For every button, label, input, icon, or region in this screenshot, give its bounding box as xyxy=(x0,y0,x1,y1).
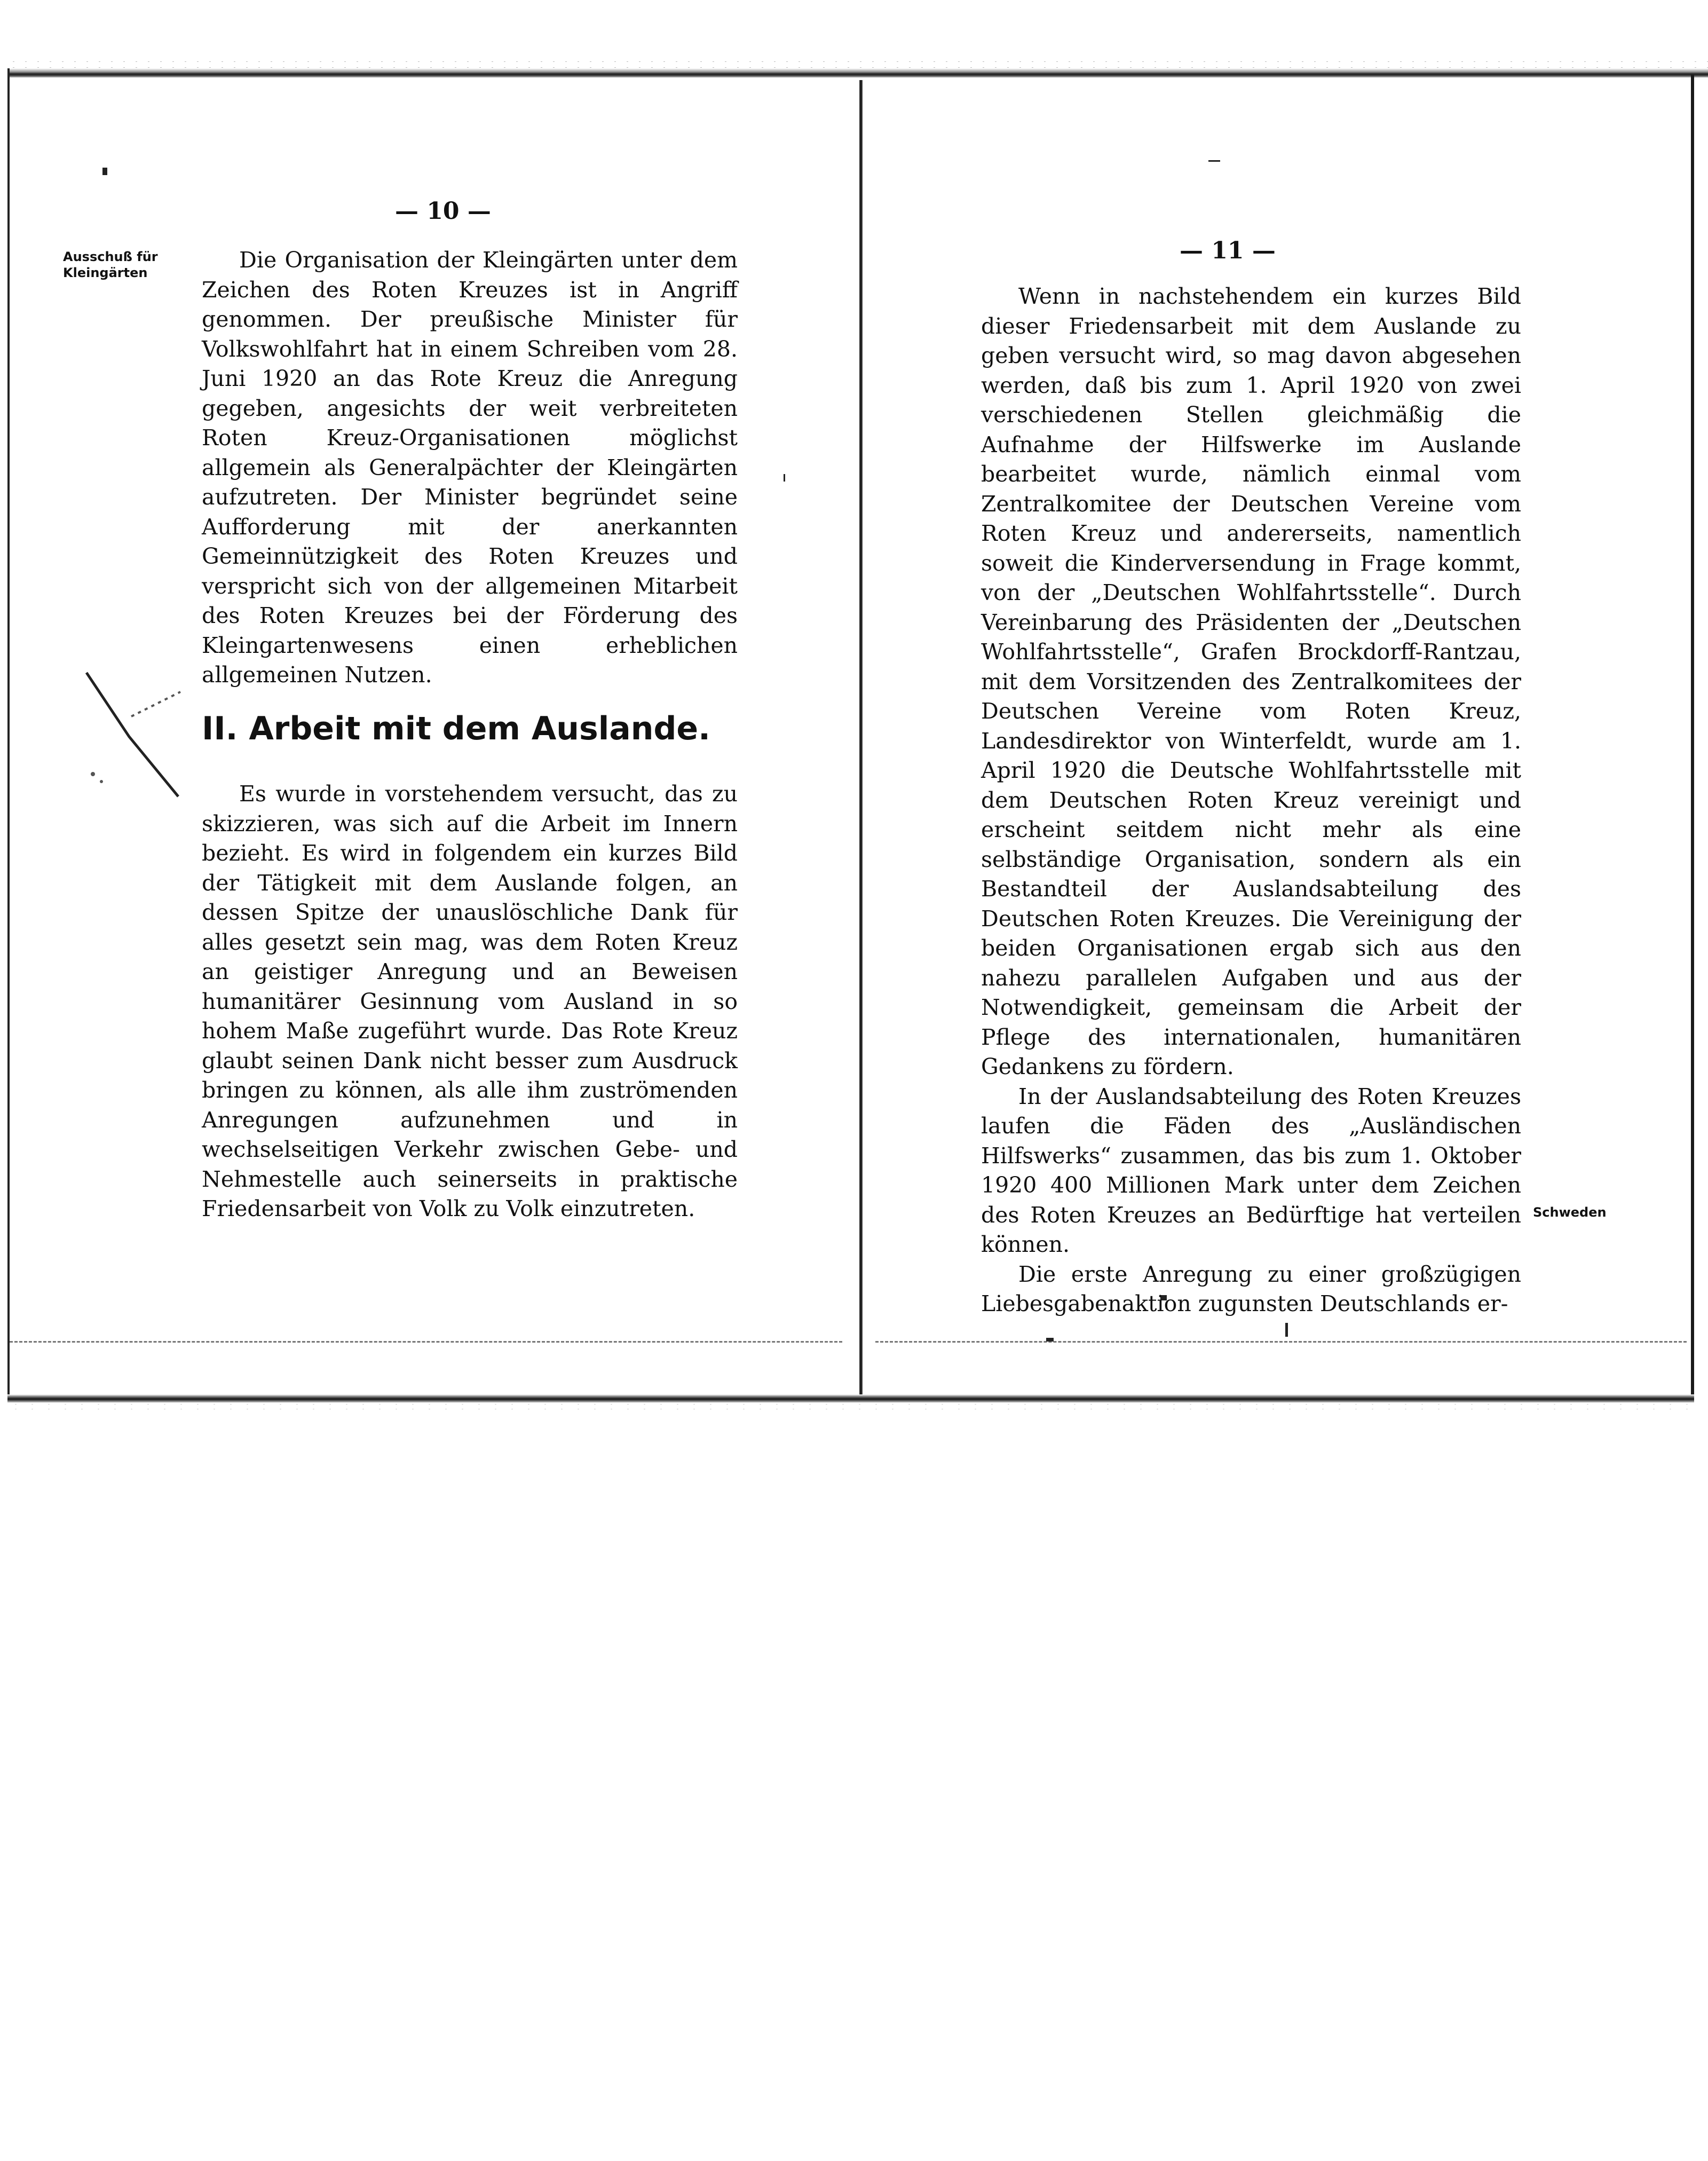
dashed-fold-line-left xyxy=(10,1341,842,1343)
page-gutter xyxy=(859,80,863,1399)
stray-dot-mark xyxy=(784,474,785,482)
hand-drawn-stroke-mark xyxy=(80,657,187,817)
left-page-body-2 xyxy=(202,779,738,1224)
stray-dot-mark xyxy=(1285,1323,1288,1337)
marginal-note-right: Schweden xyxy=(1533,1205,1607,1220)
scan-left-border xyxy=(7,68,10,1403)
marginal-note-left xyxy=(63,249,158,281)
left-page-body xyxy=(202,246,738,690)
right-page-body xyxy=(981,282,1521,1319)
page-number-left: — 10 — xyxy=(395,198,491,225)
stray-dot-mark xyxy=(1208,160,1220,162)
scan-top-edge xyxy=(7,68,1708,78)
right-paragraph-2: In der Auslandsabteilung des Roten Kreuzes laufen die Fäden des „Ausländischen Hilfswerks“ zusammen, das bis zum 1. Oktober 1920 400 Millionen Mark unter dem Zeichen des Roten Kreuzes an Bedürftige hat verteilen können. xyxy=(981,1083,1521,1257)
marginal-note-left-line-1: Ausschuß für xyxy=(63,249,158,264)
stray-dot-mark xyxy=(102,168,107,175)
dashed-fold-line-right xyxy=(875,1341,1687,1343)
left-paragraph-2: Es wurde in vorstehendem versucht, das zu skizzieren, was sich auf die Arbeit im Innern bezieht. Es wird in folgendem ein kurzes Bild der Tätigkeit mit dem Auslande folgen, an dessen Spitze der unauslöschliche Dank für alles gesetzt sein mag, was dem Roten Kreuz an geistiger Anregung und an Beweisen humanitärer Gesinnung vom Ausland in so hohem Maße zugeführt wurde. Das Rote Kreuz glaubt seinen Dank nicht besser zum Ausdruck bringen zu können, als alle ihm zuströmenden Anregungen aufzunehmen und in wechselseitigen Verkehr zwischen Gebe- und Nehmestelle auch seinerseits in praktische Friedensarbeit von Volk zu Volk einzutreten. xyxy=(202,781,738,1221)
right-paragraph-3: Die erste Anregung zu einer großzügigen Liebesgabenaktion zugunsten Deutschlands er- xyxy=(981,1261,1521,1316)
scan-bottom-edge-specks xyxy=(7,1402,1694,1413)
section-heading: II. Arbeit mit dem Auslande. xyxy=(202,710,710,747)
right-paragraph-1: Wenn in nachstehendem ein kurzes Bild dieser Friedensarbeit mit dem Auslande zu geben versucht wird, so mag davon abgesehen werden, daß bis zum 1. April 1920 von zwei verschiedenen Stellen gleichmäßig die Aufnahme der Hilfswerke im Auslande bearbeitet wurde, nämlich einmal vom Zentralkomitee der Deutschen Vereine vom Roten Kreuz und andererseits, namentlich soweit die Kinderversendung in Frage kommt, von der „Deutschen Wohlfahrtsstelle“. Durch Vereinbarung des Präsidenten der „Deutschen Wohlfahrtsstelle“, Grafen Brockdorff-Rantzau, mit dem Vorsitzenden des Zentralkomitees der Deutschen Vereine vom Roten Kreuz, Landesdirektor von Winterfeldt, wurde am 1. April 1920 die Deutsche Wohlfahrtsstelle mit dem Deutschen Roten Kreuz vereinigt und erscheint seitdem nicht mehr als eine selbständige Organisation, sondern als ein Bestandteil der Auslandsabteilung des Deutschen Roten Kreuzes. Die Vereinigung der beiden Organisationen ergab sich aus den nahezu parallelen Aufgaben und aus der Notwendigkeit, gemeinsam die Arbeit der Pflege des internationalen, humanitären Gedankens zu fördern. xyxy=(981,283,1521,1079)
stray-dot-mark xyxy=(1046,1338,1054,1342)
marginal-note-left-line-2: Kleingärten xyxy=(63,265,148,280)
page-number-right: — 11 — xyxy=(1180,237,1276,264)
scan-right-border xyxy=(1691,75,1694,1399)
left-paragraph-1: Die Organisation der Kleingärten unter dem Zeichen des Roten Kreuzes ist in Angriff genommen. Der preußische Minister für Volkswohlfahrt hat in einem Schreiben vom 28. Juni 1920 an das Rote Kreuz die Anregung gegeben, angesichts der weit verbreiteten Roten Kreuz-Organisationen möglichst allgemein als Generalpächter der Kleingärten aufzutreten. Der Minister begründet seine Aufforderung mit der anerkannten Gemeinnützigkeit des Roten Kreuzes und verspricht sich von der allgemeinen Mitarbeit des Roten Kreuzes bei der Förderung des Kleingartenwesens einen erheblichen allgemeinen Nutzen. xyxy=(202,247,738,688)
